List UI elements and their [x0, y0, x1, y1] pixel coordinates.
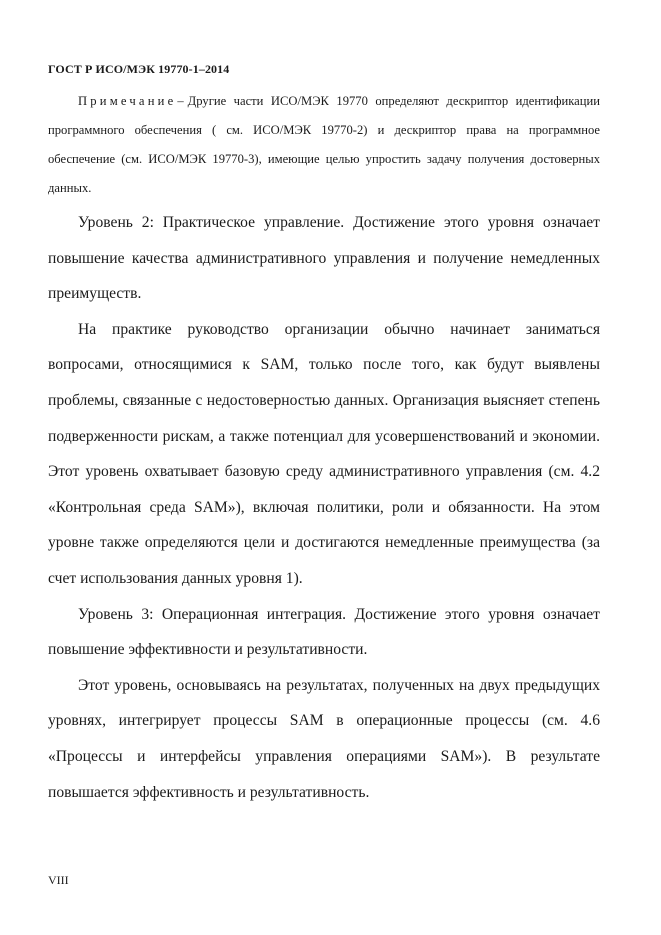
paragraph-level-2: Уровень 2: Практическое управление. Достижение этого уровня означает повышение качества административного управления и получение немедленных преимуществ. — [48, 214, 600, 303]
page-number: VIII — [48, 873, 69, 887]
document-header: ГОСТ Р ИСО/МЭК 19770-1–2014 — [48, 62, 230, 76]
note-block — [48, 87, 600, 203]
paragraph-integration: Этот уровень, основываясь на результатах, полученных на двух предыдущих уровнях, интегрирует процессы SAM в операционные процессы (см. 4.6 «Процессы и интерфейсы управления операциями SAM»). В результате повышается эффективность и результативность. — [48, 676, 600, 801]
note-dash: – — [177, 94, 184, 108]
paragraph-level-3: Уровень 3: Операционная интеграция. Достижение этого уровня означает повышение эффективности и результативности. — [48, 605, 600, 659]
note-label: Примечание — [78, 94, 177, 108]
main-text — [48, 205, 600, 810]
paragraph-practice: На практике руководство организации обычно начинает заниматься вопросами, относящимися к SAM, только после того, как будут выявлены проблемы, связанные с недостоверностью данных. Организация выясняет степень подверженности рискам, а также потенциал для усовершенствований и экономии. Этот уровень охватывает базовую среду административного управления (см. 4.2 «Контрольная среда SAM»), включая политики, роли и обязанности. На этом уровне также определяются цели и достигаются немедленные преимущества (за счет использования данных уровня 1). — [48, 320, 600, 587]
note-text: Другие части ИСО/МЭК 19770 определяют дескриптор идентификации программного обеспечения ( см. ИСО/МЭК 19770-2) и дескриптор права на программное обеспечение (см. ИСО/МЭК 19770-3), имеющие целью упростить задачу получения достоверных данных. — [48, 94, 600, 195]
